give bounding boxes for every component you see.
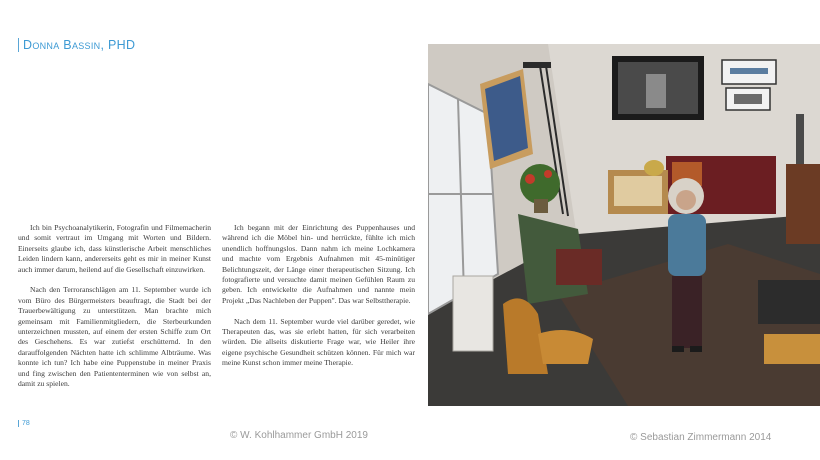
text-column-left bbox=[18, 223, 211, 400]
photo-copyright: © Sebastian Zimmermann 2014 bbox=[630, 432, 772, 443]
office-photograph bbox=[428, 44, 820, 406]
publisher-copyright: © W. Kohlhammer GmbH 2019 bbox=[230, 430, 368, 441]
paragraph: Nach dem 11. September wurde viel darüber geredet, wie Therapeuten das, was sie erlebt hatten, für sich verarbeiten würden. Die allseits diskutierte Frage war, wie Heiler ihre eigene psychische Gesundheit schützen können. Für mich war meine Kunst schon immer meine Therapie. bbox=[222, 316, 415, 368]
text-column-right bbox=[222, 223, 415, 379]
author-name: Donna Bassin, PHD bbox=[18, 38, 135, 52]
paragraph: Ich bin Psychoanalytikerin, Fotografin und Filmemacherin und somit vertraut im Umgang mit Worten und Bildern. Einerseits glaube ich, dass künstlerische Arbeit menschliches Leiden lindern kann, andererseits geht es mir in meiner Kunst auch immer darum, heilend auf die Gesellschaft einzuwirken. bbox=[18, 223, 211, 274]
paragraph: Nach den Terroranschlägen am 11. September wurde ich vom Büro des Bürgermeisters beauftragt, die Stadt bei der Trauerbewältigung zu unterstützen. Man brachte mich gemeinsam mit Familienmitgliedern, die Sterbeurkunden unterzeichnen mussten, auf einem der ersten Schiffe zum Ort des Geschehens. Es war zutiefst erschütternd. In den darauffolgenden Nächten hatte ich schlimme Albträume. Was konnte ich tun? Ich habe eine Puppenstube in meiner Praxis und fing zwischen den Patiententerminen wie von selbst an, damit zu spielen. bbox=[18, 285, 211, 389]
page-number: 78 bbox=[18, 420, 30, 427]
paragraph: Ich begann mit der Einrichtung des Puppenhauses und während ich die Möbel hin- und herrückte, fühlte ich mich unendlich hoffnungslos. Dann nahm ich meine Lochkamera und machte vom Ergebnis Aufnahmen mit 45-minütiger Belichtungszeit, der Länge einer therapeutischen Sitzung. Ich fotografierte und versuchte damit meinen Gefühlen Raum zu geben. Ich entwickelte die Aufnahmen und nannte mein Projekt „Das Nachleben der Puppen". Das war Selbsttherapie. bbox=[222, 223, 415, 305]
